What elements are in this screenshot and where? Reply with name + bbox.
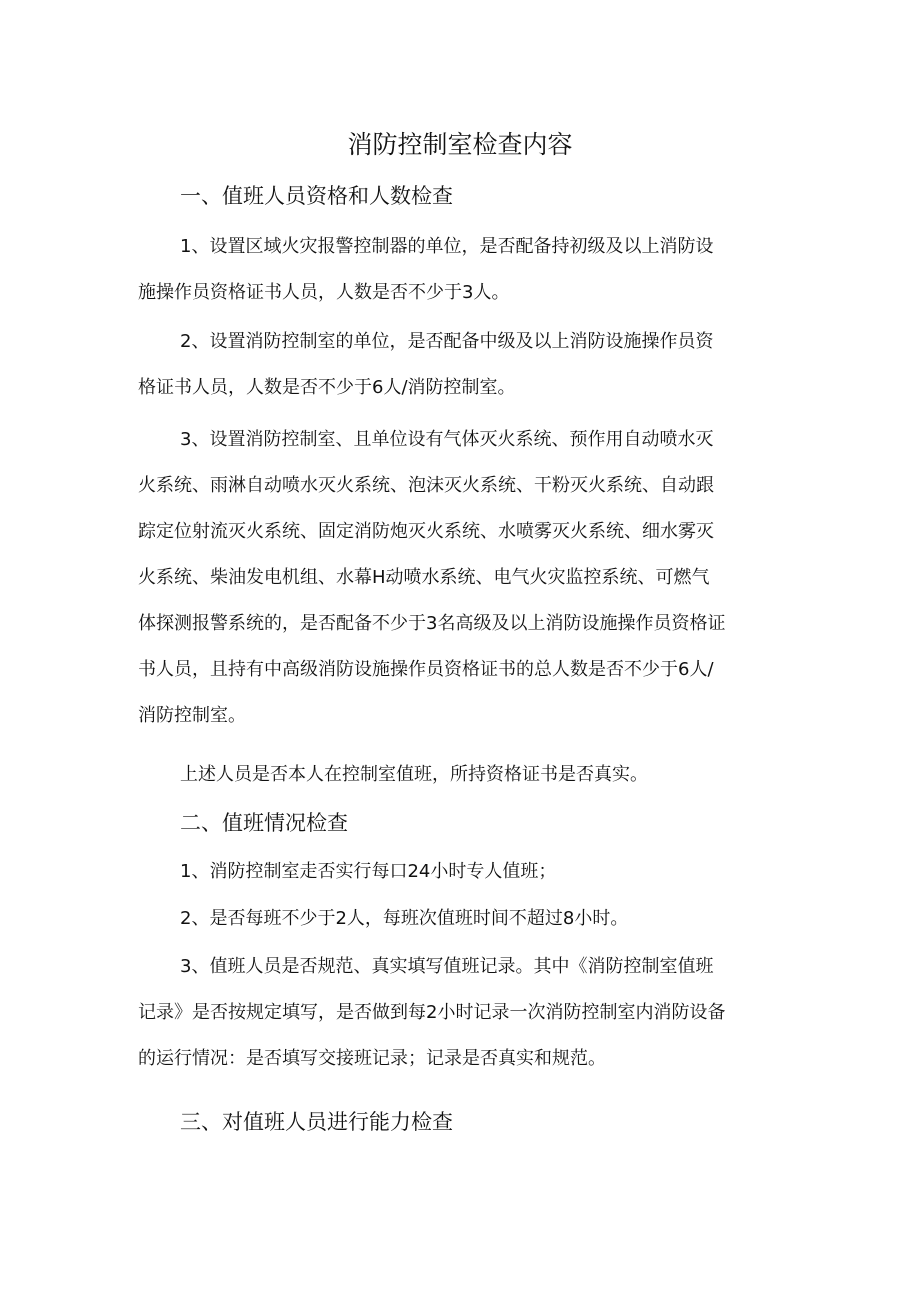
paragraph-1-3 — [138, 417, 784, 739]
text-line: 书人员，且持有中高级消防设施操作员资格证书的总人数是否不少于6人/ — [138, 659, 714, 680]
text-line: 格证书人员，人数是否不少于6人/消防控制室。 — [138, 377, 516, 398]
text-line: 1、设置区域火灾报警控制器的单位，是否配备持初级及以上消防设 — [180, 236, 714, 257]
text-line: 的运行情况：是否填写交接班记录；记录是否真实和规范。 — [138, 1048, 606, 1069]
text-line: 3、设置消防控制室、且单位设有气体灭火系统、预作用自动喷水灭 — [180, 429, 714, 450]
paragraph-2-3 — [138, 944, 784, 1082]
section-heading-capability-check: 三、对值班人员进行能力检查 — [180, 1110, 453, 1134]
section-heading-duty-status: 二、值班情况检查 — [180, 811, 348, 835]
document-title: 消防控制室检查内容 — [347, 130, 573, 159]
text-line: 记录》是否按规定填写，是否做到每2小时记录一次消防控制室内消防设备 — [138, 1002, 726, 1023]
text-line: 上述人员是否本人在控制室值班，所持资格证书是否真实。 — [180, 764, 648, 785]
paragraph-1-2 — [138, 319, 784, 411]
section-heading-staff-qualification: 一、值班人员资格和人数检查 — [180, 184, 453, 208]
text-line: 体探测报警系统的，是否配备不少于3名高级及以上消防设施操作员资格证 — [138, 613, 726, 634]
text-line: 2、是否每班不少于2人，每班次值班时间不超过8小时。 — [180, 908, 629, 929]
text-line: 火系统、雨淋自动喷水灭火系统、泡沫灭火系统、干粉灭火系统、自动跟 — [138, 475, 714, 496]
paragraph-2-1 — [138, 849, 784, 895]
text-line: 3、值班人员是否规范、真实填写值班记录。其中《消防控制室值班 — [180, 956, 714, 977]
text-line: 1、消防控制室走否实行每口24小时专人值班； — [180, 861, 557, 882]
text-line: 消防控制室。 — [138, 705, 246, 726]
paragraph-1-4 — [138, 752, 784, 798]
paragraph-1-1 — [138, 224, 784, 316]
text-line: 施操作员资格证书人员，人数是否不少于3人。 — [138, 282, 510, 303]
text-line: 2、设置消防控制室的单位，是否配备中级及以上消防设施操作员资 — [180, 331, 714, 352]
text-line: 踪定位射流灭火系统、固定消防炮灭火系统、水喷雾灭火系统、细水雾灭 — [138, 521, 714, 542]
paragraph-2-2 — [138, 896, 784, 942]
text-line: 火系统、柴油发电机组、水幕H动喷水系统、电气火灾监控系统、可燃气 — [138, 567, 710, 588]
